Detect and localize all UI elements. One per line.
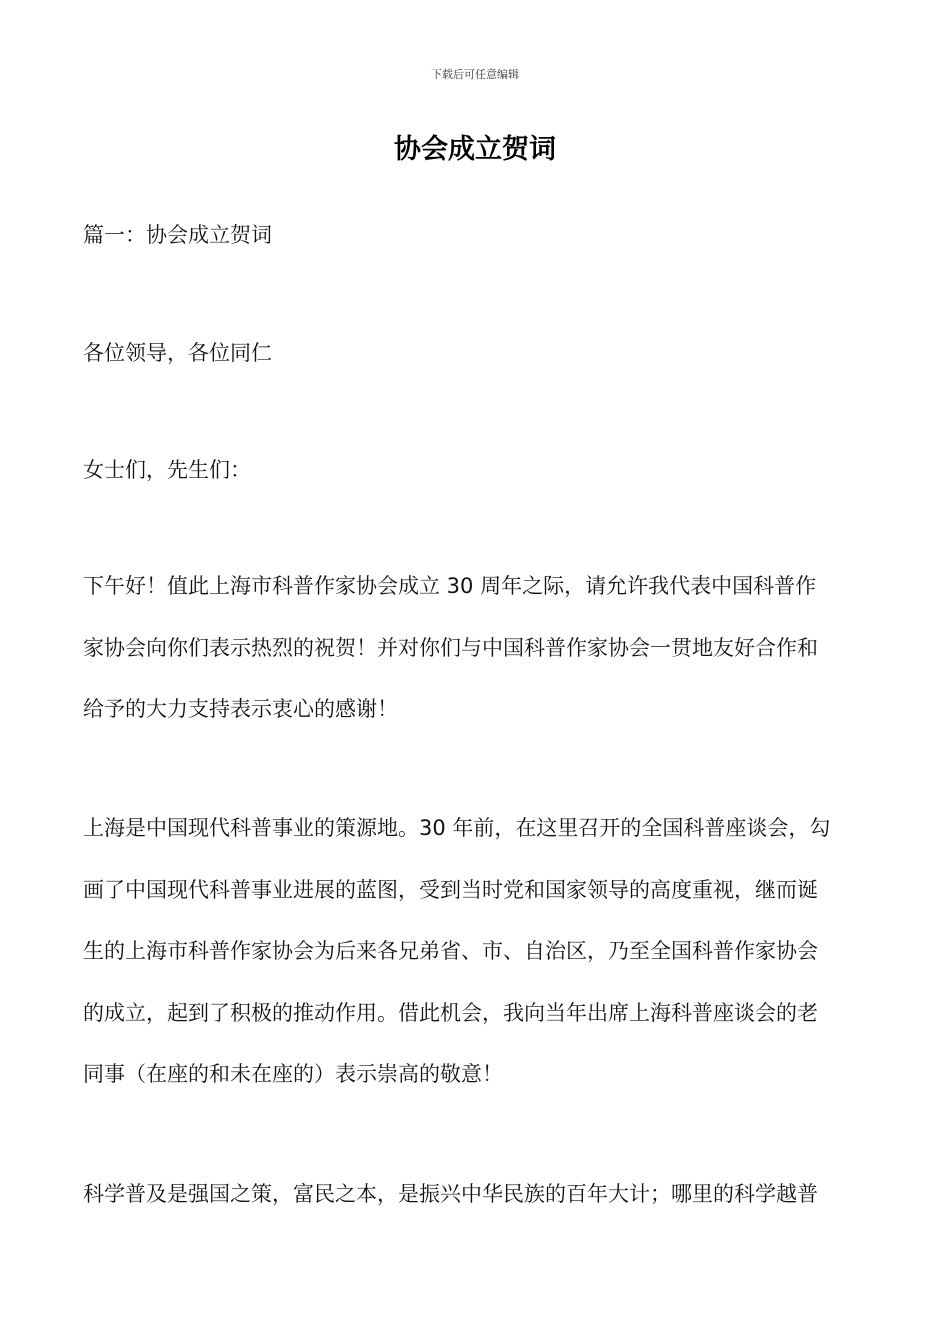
paragraph-line: 画了中国现代科普事业进展的蓝图，受到当时党和国家领导的高度重视，继而诞 [83,877,818,902]
paragraph-shanghai-history [83,798,873,1106]
paragraph-line: 家协会向你们表示热烈的祝贺！并对你们与中国科普作家协会一贯地友好合作和 [83,635,818,660]
greeting-leaders-text: 各位领导，各位同仁 [83,341,272,365]
greeting-leaders [83,323,873,385]
paragraph-line: 给予的大力支持表示衷心的感谢！ [83,697,398,721]
section-heading-text: 篇一：协会成立贺词 [83,223,272,247]
paragraph-line: 上海是中国现代科普事业的策源地。30 年前，在这里召开的全国科普座谈会，勾 [83,816,831,840]
paragraph-line: 同事（在座的和未在座的）表示崇高的敬意！ [83,1062,503,1086]
paragraph-science-popularization [83,1164,873,1226]
paragraph-congratulations [83,556,873,741]
paragraph-line: 下午好！值此上海市科普作家协会成立 30 周年之际，请允许我代表中国科普作 [83,574,817,598]
document-title: 协会成立贺词 [394,134,556,165]
greeting-ladies-gentlemen-text: 女士们，先生们： [83,458,251,482]
paragraph-line: 生的上海市科普作家协会为后来各兄弟省、市、自治区，乃至全国科普作家协会 [83,939,818,963]
section-heading [83,205,873,267]
paragraph-line: 的成立，起到了积极的推动作用。借此机会，我向当年出席上海科普座谈会的老 [83,1000,818,1025]
header-note: 下载后可任意编辑 [431,68,519,81]
paragraph-line: 科学普及是强国之策，富民之本，是振兴中华民族的百年大计；哪里的科学越普 [83,1182,818,1206]
greeting-ladies-gentlemen [83,440,873,502]
